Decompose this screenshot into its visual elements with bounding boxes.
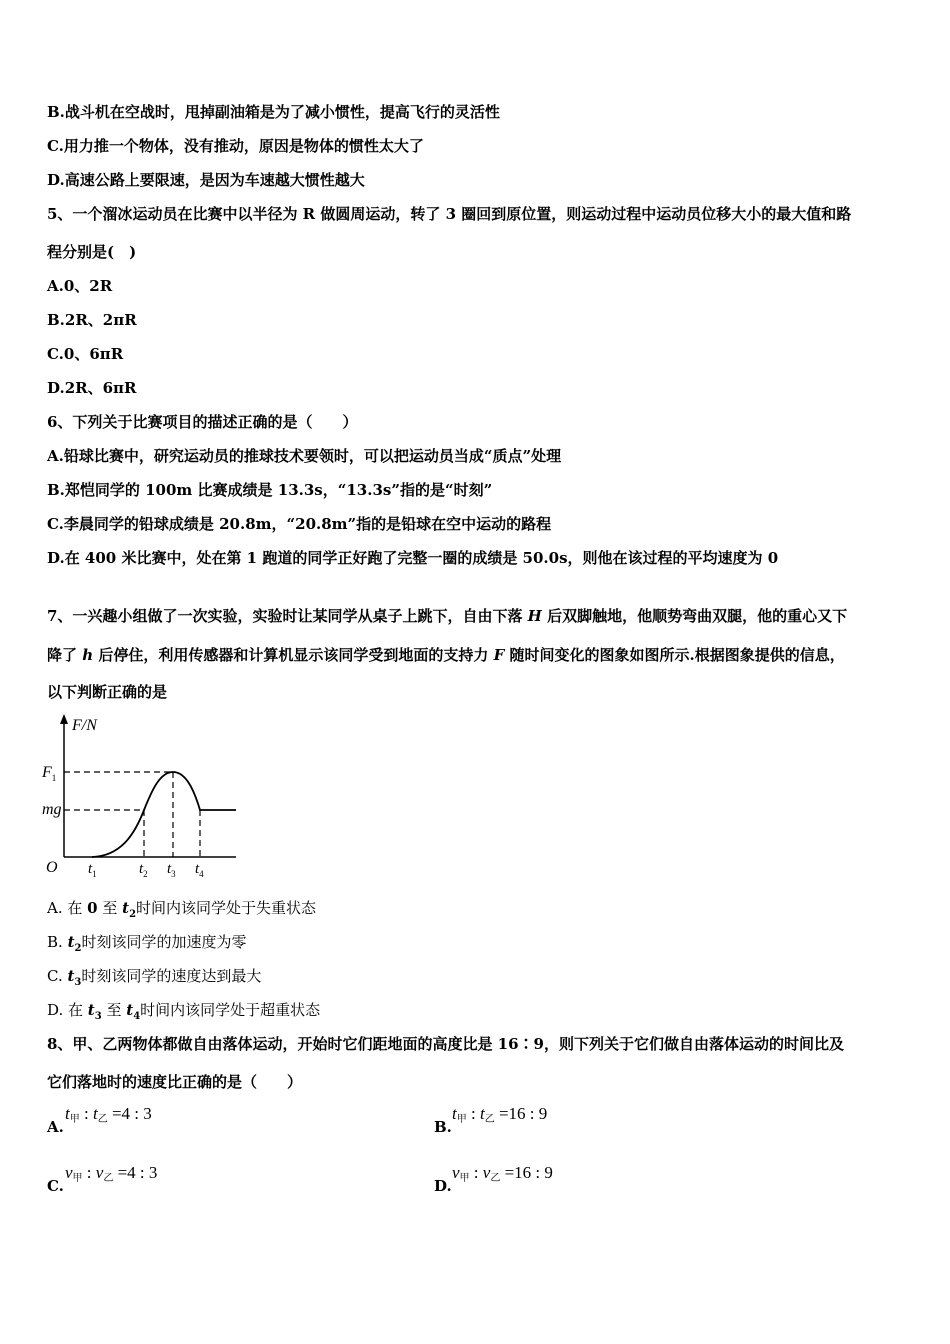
q6-stem: 6、下列关于比赛项目的描述正确的是（ ） — [47, 413, 358, 431]
q8-stem-line1: 8、甲、乙两物体都做自由落体运动，开始时它们距地面的高度比是 16∶9，则下列关于它们做自由落体运动的时间比及 — [47, 1035, 844, 1053]
q7-stem-line3: 以下判断正确的是 — [47, 683, 168, 701]
mg-label: mg — [42, 801, 62, 818]
f1-label: $F_1$ — [42, 764, 57, 783]
t3-label: $t_3$ — [167, 861, 176, 879]
q6-option-a: A.铅球比赛中，研究运动员的推球技术要领时，可以把运动员当成“质点”处理 — [47, 447, 562, 465]
q8-stem-line2: 它们落地时的速度比正确的是（ ） — [47, 1073, 303, 1091]
force-time-graph — [40, 710, 250, 885]
option-b-prev: B.战斗机在空战时，甩掉副油箱是为了减小惯性，提高飞行的灵活性 — [47, 103, 500, 121]
q7-option-d: D. 在 $t_3$ 至 $t_4$时间内该同学处于超重状态 — [47, 1001, 321, 1022]
origin-label: O — [46, 859, 58, 876]
q7-stem-line1: 7、一兴趣小组做了一次实验，实验时让某同学从桌子上跳下，自由下落 H 后双脚触地，他顺势弯曲双腿，他的重心又下 — [47, 607, 848, 625]
q6-option-b: B.郑恺同学的 100m 比赛成绩是 13.3s，“13.3s”指的是“时刻” — [47, 481, 493, 499]
t4-label: $t_4$ — [195, 861, 204, 879]
force-curve — [92, 772, 236, 857]
q7-option-a: A. 在 0 至 $t_2$时间内该同学处于失重状态 — [47, 899, 317, 920]
q6-option-c: C.李晨同学的铅球成绩是 20.8m，“20.8m”指的是铅球在空中运动的路程 — [47, 515, 552, 533]
q6-option-d: D.在 400 米比赛中，处在第 1 跑道的同学正好跑了完整一圈的成绩是 50.0s，则他在该过程的平均速度为 0 — [47, 549, 779, 567]
option-c-prev: C.用力推一个物体，没有推动，原因是物体的惯性太大了 — [47, 137, 424, 155]
q5-option-c: C.0、6πR — [47, 345, 124, 363]
q5-option-d: D.2R、6πR — [47, 379, 137, 397]
option-d-prev: D.高速公路上要限速，是因为车速越大惯性越大 — [47, 171, 365, 189]
q5-option-a: A.0、2R — [47, 277, 113, 295]
q7-option-c: C. $t_3$时刻该同学的速度达到最大 — [47, 967, 262, 988]
q7-stem-line2: 降了 h 后停住，利用传感器和计算机显示该同学受到地面的支持力 F 随时间变化的图象如图所示.根据图象提供的信息， — [47, 646, 845, 664]
q5-option-b: B.2R、2πR — [47, 311, 137, 329]
q7-option-b: B. $t_2$时刻该同学的加速度为零 — [47, 933, 247, 954]
y-axis-label: F/N — [72, 717, 97, 734]
t1-label: $t_1$ — [88, 861, 97, 879]
t2-label: $t_2$ — [139, 861, 148, 879]
q5-stem-line2: 程分别是( ) — [47, 243, 137, 261]
y-axis-arrow — [60, 714, 68, 724]
q5-stem-line1: 5、一个溜冰运动员在比赛中以半径为 R 做圆周运动，转了 3 圈回到原位置，则运动过程中运动员位移大小的最大值和路 — [47, 205, 852, 223]
